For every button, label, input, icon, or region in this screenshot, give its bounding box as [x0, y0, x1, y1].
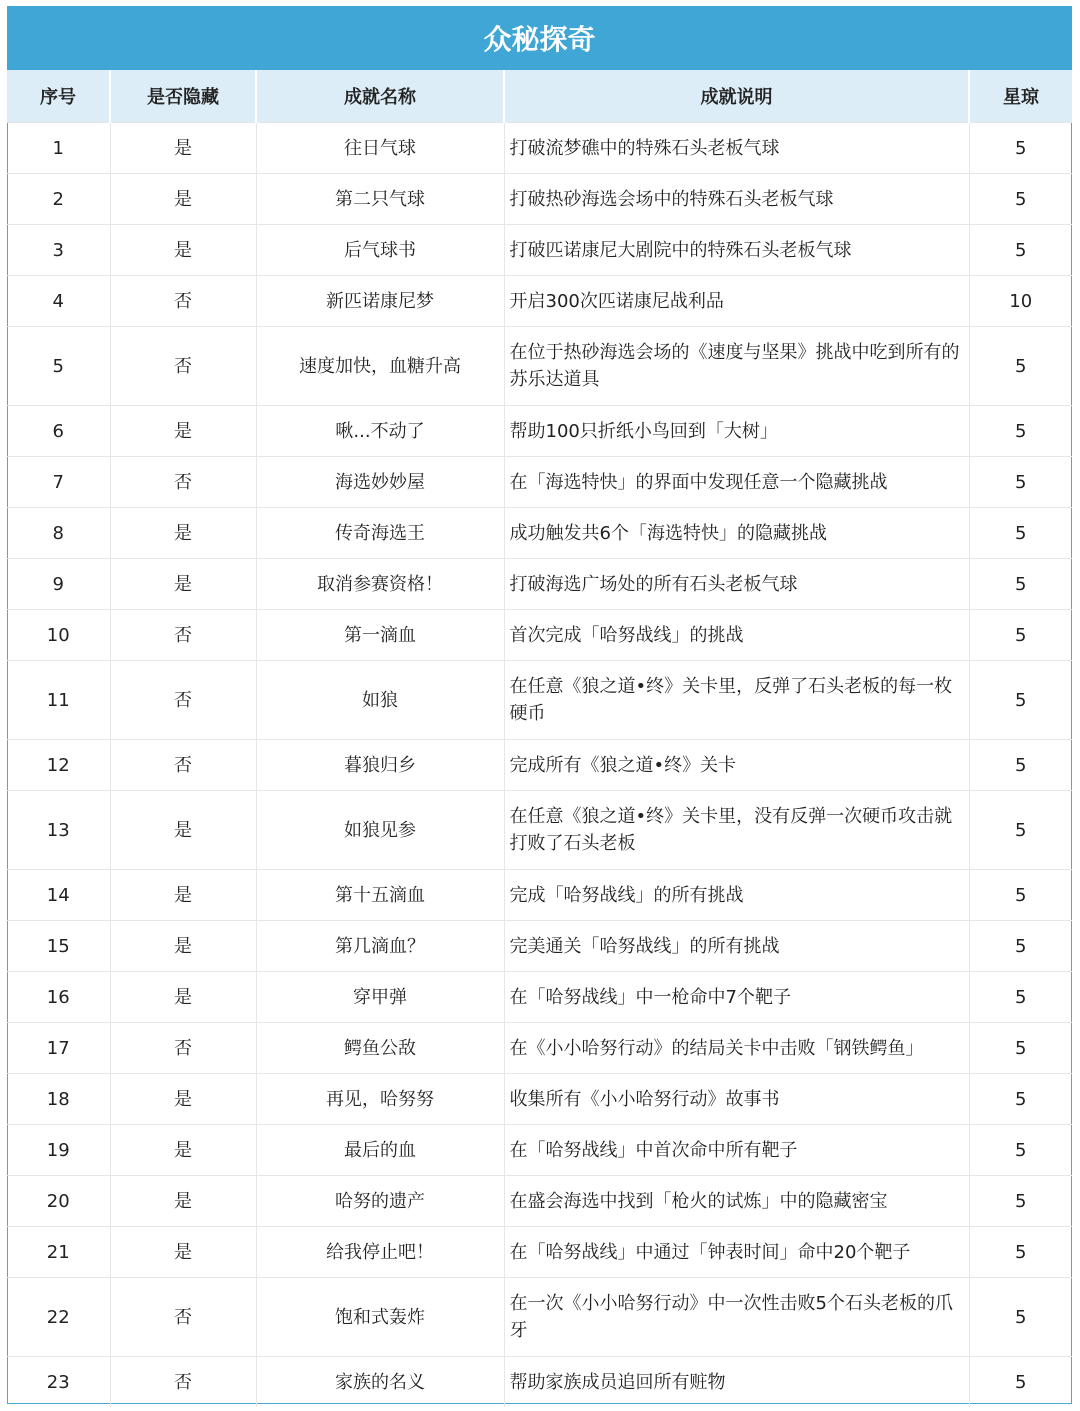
cell-stars: 5 [969, 740, 1072, 791]
cell-desc: 在一次《小小哈努行动》中一次性击败5个石头老板的爪牙 [504, 1278, 969, 1357]
cell-stars: 5 [969, 457, 1072, 508]
cell-hidden: 否 [110, 276, 256, 327]
header-no: 序号 [7, 70, 110, 123]
table-row [7, 1227, 1072, 1278]
table-row [7, 327, 1072, 406]
cell-hidden: 否 [110, 610, 256, 661]
cell-no: 5 [7, 327, 110, 406]
cell-desc: 帮助家族成员追回所有赃物 [504, 1357, 969, 1408]
cell-stars: 5 [969, 508, 1072, 559]
cell-stars: 5 [969, 559, 1072, 610]
cell-hidden: 是 [110, 791, 256, 870]
cell-no: 18 [7, 1074, 110, 1125]
cell-hidden: 是 [110, 972, 256, 1023]
table-row [7, 225, 1072, 276]
cell-desc: 收集所有《小小哈努行动》故事书 [504, 1074, 969, 1125]
header-hidden: 是否隐藏 [110, 70, 256, 123]
cell-desc: 帮助100只折纸小鸟回到「大树」 [504, 406, 969, 457]
cell-no: 19 [7, 1125, 110, 1176]
cell-name: 饱和式轰炸 [256, 1278, 504, 1357]
cell-name: 后气球书 [256, 225, 504, 276]
cell-name: 哈努的遗产 [256, 1176, 504, 1227]
cell-name: 第十五滴血 [256, 870, 504, 921]
cell-name: 第二只气球 [256, 174, 504, 225]
header-name: 成就名称 [256, 70, 504, 123]
header-desc: 成就说明 [504, 70, 969, 123]
cell-hidden: 是 [110, 1074, 256, 1125]
cell-desc: 打破匹诺康尼大剧院中的特殊石头老板气球 [504, 225, 969, 276]
cell-name: 最后的血 [256, 1125, 504, 1176]
cell-name: 穿甲弹 [256, 972, 504, 1023]
cell-no: 13 [7, 791, 110, 870]
cell-name: 家族的名义 [256, 1357, 504, 1408]
cell-stars: 5 [969, 1125, 1072, 1176]
cell-no: 15 [7, 921, 110, 972]
cell-name: 海选妙妙屋 [256, 457, 504, 508]
cell-no: 16 [7, 972, 110, 1023]
cell-desc: 在「海选特快」的界面中发现任意一个隐藏挑战 [504, 457, 969, 508]
cell-stars: 5 [969, 661, 1072, 740]
cell-no: 10 [7, 610, 110, 661]
table-row [7, 457, 1072, 508]
cell-no: 23 [7, 1357, 110, 1408]
cell-stars: 5 [969, 406, 1072, 457]
cell-desc: 打破流梦礁中的特殊石头老板气球 [504, 123, 969, 174]
cell-hidden: 否 [110, 1357, 256, 1408]
cell-hidden: 是 [110, 1176, 256, 1227]
table-row [7, 123, 1072, 174]
cell-name: 如狼见参 [256, 791, 504, 870]
cell-hidden: 是 [110, 921, 256, 972]
table-row [7, 610, 1072, 661]
cell-hidden: 是 [110, 1125, 256, 1176]
cell-name: 暮狼归乡 [256, 740, 504, 791]
cell-stars: 5 [1015, 1371, 1027, 1393]
table-row [7, 174, 1072, 225]
cell-stars: 5 [969, 1074, 1072, 1125]
cell-hidden: 是 [110, 123, 256, 174]
cell-desc: 打破海选广场处的所有石头老板气球 [504, 559, 969, 610]
cell-hidden: 是 [110, 406, 256, 457]
cell-no: 11 [7, 661, 110, 740]
table-row [7, 1125, 1072, 1176]
cell-desc: 在「哈努战线」中首次命中所有靶子 [504, 1125, 969, 1176]
cell-no: 6 [7, 406, 110, 457]
cell-desc: 成功触发共6个「海选特快」的隐藏挑战 [504, 508, 969, 559]
cell-no: 3 [7, 225, 110, 276]
table-row [7, 559, 1072, 610]
achievements-table [7, 70, 1072, 1407]
cell-desc: 完美通关「哈努战线」的所有挑战 [504, 921, 969, 972]
cell-name: 传奇海选王 [256, 508, 504, 559]
cell-stars: 5 [969, 1023, 1072, 1074]
table-row [7, 1278, 1072, 1357]
cell-desc: 在「哈努战线」中通过「钟表时间」命中20个靶子 [504, 1227, 969, 1278]
table-row [7, 1074, 1072, 1125]
cell-desc: 完成所有《狼之道•终》关卡 [504, 740, 969, 791]
cell-desc: 在位于热砂海选会场的《速度与坚果》挑战中吃到所有的苏乐达道具 [504, 327, 969, 406]
cell-name: 给我停止吧！ [256, 1227, 504, 1278]
cell-name: 取消参赛资格！ [256, 559, 504, 610]
cell-desc: 开启300次匹诺康尼战利品 [504, 276, 969, 327]
table-row [7, 406, 1072, 457]
cell-stars: 5 [969, 1278, 1072, 1357]
cell-name: 速度加快，血糖升高 [256, 327, 504, 406]
cell-name: 再见，哈努努 [256, 1074, 504, 1125]
cell-hidden: 是 [110, 225, 256, 276]
cell-desc: 在任意《狼之道•终》关卡里，反弹了石头老板的每一枚硬币 [504, 661, 969, 740]
cell-stars: 5 [969, 610, 1072, 661]
cell-stars: 5 [969, 791, 1072, 870]
cell-hidden: 否 [110, 661, 256, 740]
cell-hidden: 是 [110, 870, 256, 921]
table-row [7, 1023, 1072, 1074]
cell-desc: 在《小小哈努行动》的结局关卡中击败「钢铁鳄鱼」 [504, 1023, 969, 1074]
cell-stars: 5 [969, 972, 1072, 1023]
cell-hidden: 否 [110, 1278, 256, 1357]
cell-no: 17 [7, 1023, 110, 1074]
cell-no: 9 [7, 559, 110, 610]
cell-stars: 5 [969, 123, 1072, 174]
cell-hidden: 否 [110, 327, 256, 406]
cell-stars: 5 [969, 1227, 1072, 1278]
table-row [7, 661, 1072, 740]
cell-name: 新匹诺康尼梦 [256, 276, 504, 327]
cell-no: 8 [7, 508, 110, 559]
cell-stars: 5 [969, 327, 1072, 406]
table-row [7, 791, 1072, 870]
cell-name: 如狼 [256, 661, 504, 740]
cell-name: 第几滴血？ [256, 921, 504, 972]
table-title: 众秘探奇 [7, 6, 1072, 70]
header-stars: 星琼 [969, 70, 1072, 123]
table-row [7, 921, 1072, 972]
cell-stars: 5 [969, 225, 1072, 276]
cell-no: 12 [7, 740, 110, 791]
cell-stars: 5 [969, 921, 1072, 972]
cell-name: 往日气球 [256, 123, 504, 174]
cell-desc: 在盛会海选中找到「枪火的试炼」中的隐藏密宝 [504, 1176, 969, 1227]
table-row [7, 740, 1072, 791]
cell-hidden: 是 [110, 1227, 256, 1278]
cell-no: 21 [7, 1227, 110, 1278]
cell-no: 4 [7, 276, 110, 327]
cell-stars: 5 [969, 870, 1072, 921]
table-row [7, 1176, 1072, 1227]
cell-no: 14 [7, 870, 110, 921]
cell-name: 鳄鱼公敌 [256, 1023, 504, 1074]
cell-no: 2 [7, 174, 110, 225]
table-row [7, 1357, 1072, 1408]
cell-no: 20 [7, 1176, 110, 1227]
cell-no: 22 [7, 1278, 110, 1357]
cell-stars: 5 [969, 1176, 1072, 1227]
cell-name: 啾...不动了 [256, 406, 504, 457]
cell-no: 1 [7, 123, 110, 174]
cell-hidden: 否 [110, 740, 256, 791]
cell-hidden: 是 [110, 508, 256, 559]
cell-desc: 在任意《狼之道•终》关卡里，没有反弹一次硬币攻击就打败了石头老板 [504, 791, 969, 870]
cell-desc: 打破热砂海选会场中的特殊石头老板气球 [504, 174, 969, 225]
cell-hidden: 是 [110, 174, 256, 225]
cell-desc: 在「哈努战线」中一枪命中7个靶子 [504, 972, 969, 1023]
cell-desc: 完成「哈努战线」的所有挑战 [504, 870, 969, 921]
cell-hidden: 否 [110, 1023, 256, 1074]
cell-stars: 5 [969, 174, 1072, 225]
cell-desc: 首次完成「哈努战线」的挑战 [504, 610, 969, 661]
table-row [7, 508, 1072, 559]
header-row [7, 70, 1072, 123]
cell-name: 第一滴血 [256, 610, 504, 661]
table-row [7, 870, 1072, 921]
cell-no: 7 [7, 457, 110, 508]
table-row [7, 972, 1072, 1023]
cell-hidden: 否 [110, 457, 256, 508]
table-row [7, 276, 1072, 327]
cell-stars: 10 [969, 276, 1072, 327]
cell-hidden: 是 [110, 559, 256, 610]
